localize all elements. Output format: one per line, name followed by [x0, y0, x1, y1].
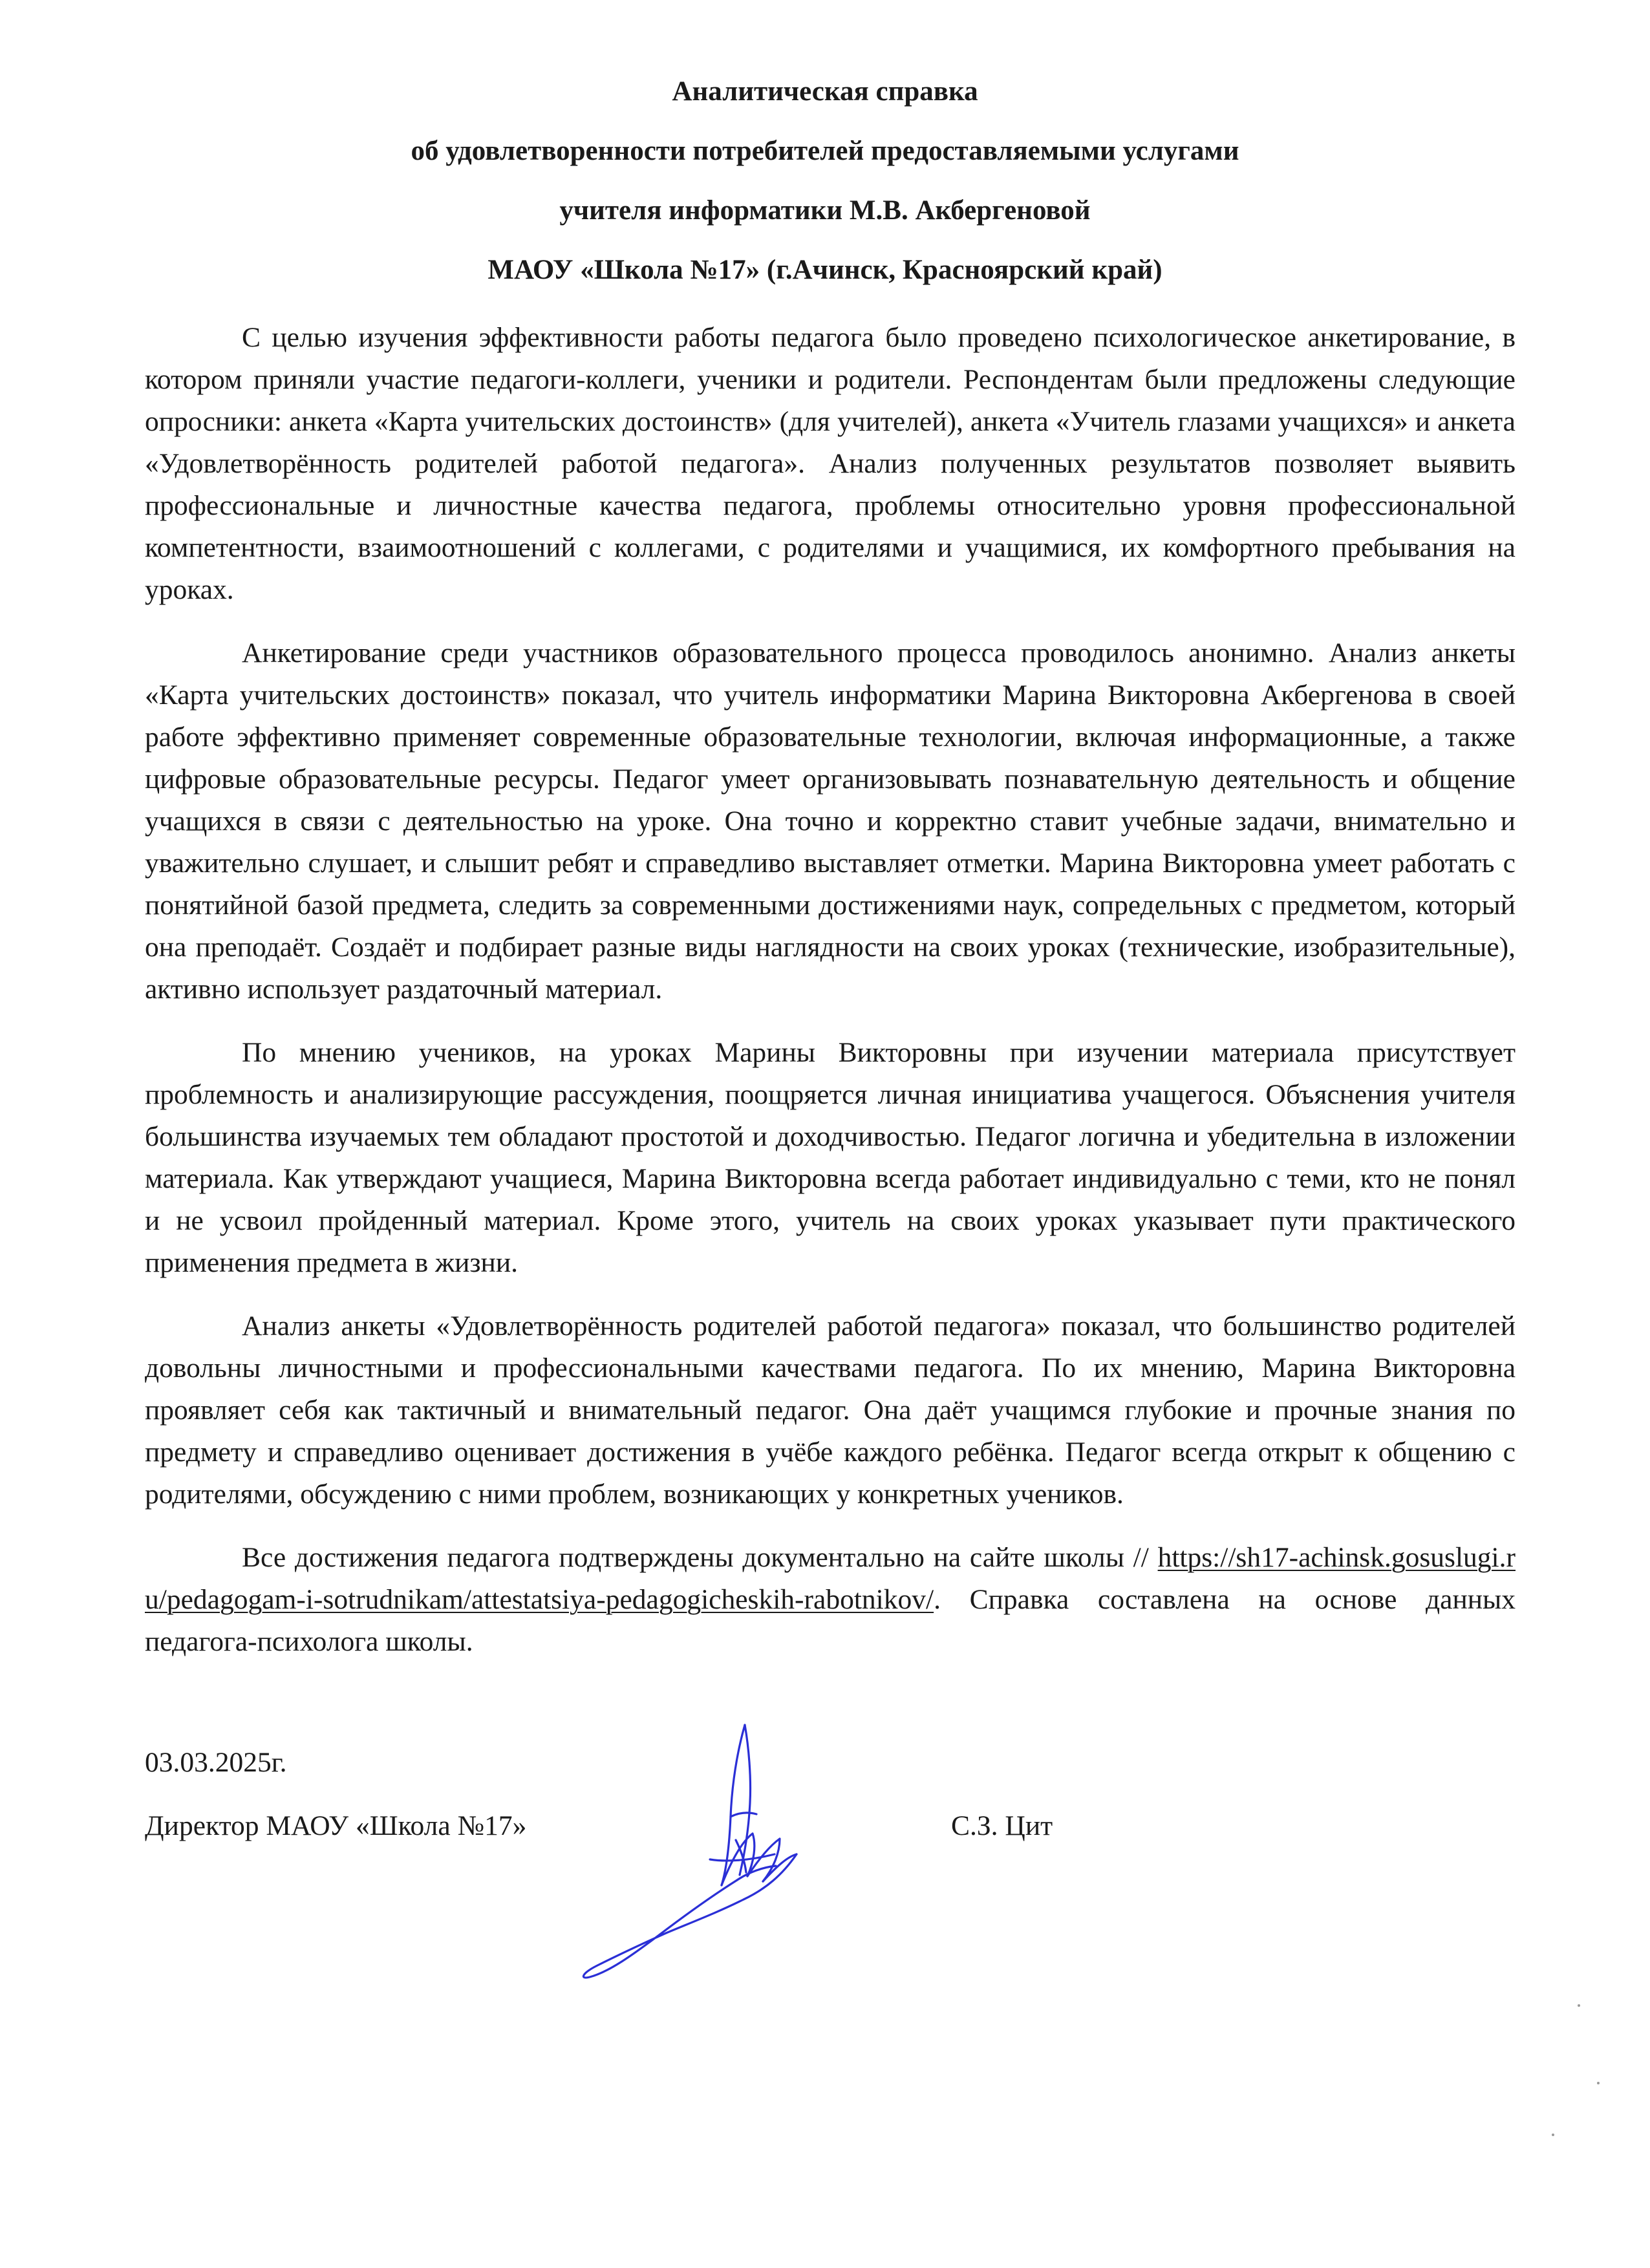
document-date: 03.03.2025г.: [145, 1747, 287, 1778]
document-body: [145, 317, 1516, 1684]
achievements-text: Все достижения педагога подтверждены документально на сайте школы //: [242, 1542, 1158, 1573]
paragraph-achievements: [145, 1537, 1516, 1663]
paragraph-student-opinion: По мнению учеников, на уроках Марины Викторовны при изучении материала присутствует проблемность и анализирующие рассуждения, поощряется личная инициатива учащегося. Объяснения учителя большинства изучаемых тем обладают простотой и доходчивостью. Педагог логична и убедительна в изложении материала. Как утверждают учащиеся, Марина Викторовна всегда работает индивидуально с теми, кто не понял и не усвоил пройденный материал. Кроме этого, учитель на своих уроках указывает пути практического применения предмета в жизни.: [145, 1037, 1516, 1278]
director-name: С.З. Цит: [951, 1810, 1053, 1841]
scan-speck: [1578, 2004, 1580, 2007]
paragraph-teacher-survey: Анкетирование среди участников образовательного процесса проводилось анонимно. Анализ анкеты «Карта учительских достоинств» показал, что учитель информатики Марина Викторовна Акбергенова в своей работе эффективно применяет современные образовательные технологии, включая информационные, а также цифровые образовательные ресурсы. Педагог умеет организовывать познавательную деятельность и общение учащихся в связи с деятельностью на уроке. Она точно и корректно ставит учебные задачи, внимательно и уважительно слушает, и слышит ребят и справедливо выставляет отметки. Марина Викторовна умеет работать с понятийной базой предмета, следить за современными достижениями наук, сопредельных с предметом, который она преподаёт. Создаёт и подбирает разные виды наглядности на своих уроках (технические, изобразительные), активно использует раздаточный материал.: [145, 637, 1516, 1005]
scan-speck: [1597, 2082, 1600, 2084]
school-site-link[interactable]: https://sh17-achinsk.gosuslugi.ru/pedagogam-i-sotrudnikam/attestatsiya-pedagogicheskih-rabotnikov/: [145, 1542, 1516, 1615]
paragraph-purpose: С целью изучения эффективности работы педагога было проведено психологическое анкетирование, в котором приняли участие педагоги-коллеги, ученики и родители. Респондентам были предложены следующие опросники: анкета «Карта учительских достоинств» (для учителей), анкета «Учитель глазами учащихся» и анкета «Удовлетворённость родителей работой педагога». Анализ полученных результатов позволяет выявить профессиональные и личностные качества педагога, проблемы относительно уровня профессиональной компетентности, взаимоотношений с коллегами, с родителями и учащимися, их комфортного пребывания на уроках.: [145, 322, 1516, 605]
document-subtitle: об удовлетворенности потребителей предоставляемыми услугами: [411, 136, 1239, 166]
paragraph-parent-survey: Анализ анкеты «Удовлетворённость родителей работой педагога» показал, что большинство родителей довольны личностными и профессиональными качествами педагога. По их мнению, Марина Викторовна проявляет себя как тактичный и внимательный педагог. Она даёт учащимся глубокие и прочные знания по предмету и справедливо оценивает достижения в учёбе каждого ребёнка. Педагог всегда открыт к общению с родителями, обсуждению с ними проблем, возникающих у конкретных учеников.: [145, 1311, 1516, 1510]
teacher-line: учителя информатики М.В. Акбергеновой: [559, 195, 1091, 226]
achievements-text-end: . Справка составлена на основе данных педагога-психолога школы.: [145, 1584, 1516, 1657]
document-title: Аналитическая справка: [672, 76, 978, 107]
document-header: [0, 76, 1650, 314]
scan-speck: [1552, 2134, 1554, 2136]
school-line: МАОУ «Школа №17» (г.Ачинск, Красноярский край): [488, 255, 1162, 285]
handwritten-signature: [543, 1707, 841, 1991]
director-position: Директор МАОУ «Школа №17»: [145, 1810, 527, 1841]
